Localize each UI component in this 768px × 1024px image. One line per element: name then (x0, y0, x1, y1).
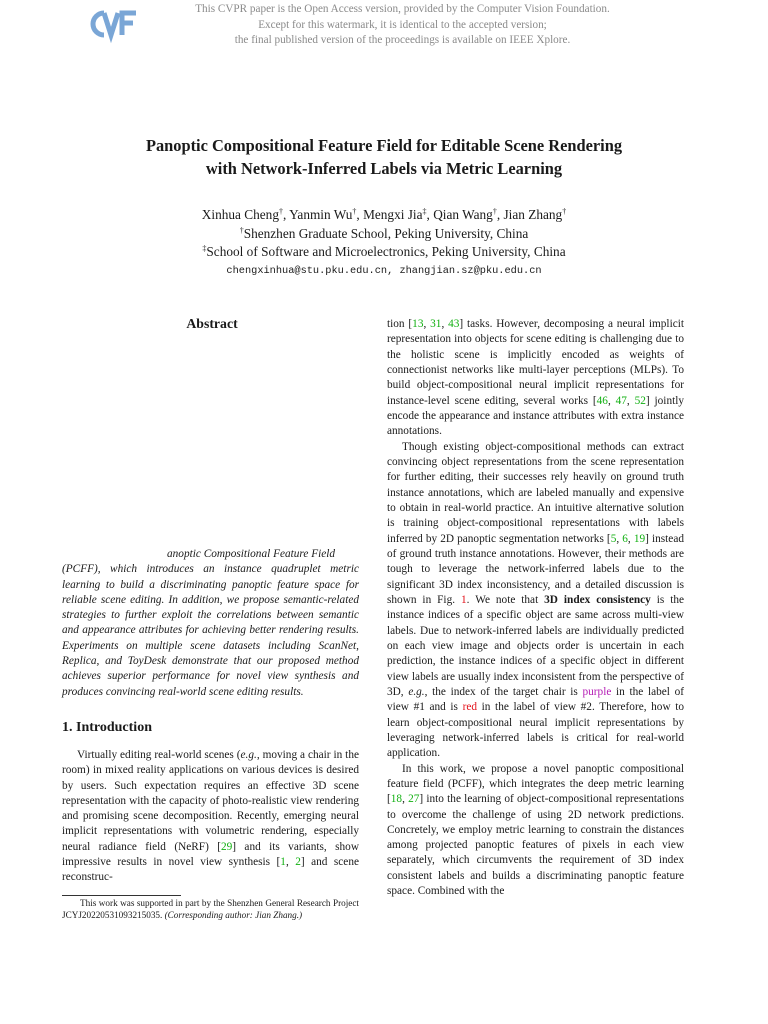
affiliation-1: †Shenzhen Graduate School, Peking University, China (239, 225, 529, 241)
abstract-lead: anoptic Compositional Feature Field (167, 548, 336, 560)
citation-link[interactable]: 2 (295, 856, 301, 869)
citation-link[interactable]: 5 (610, 532, 617, 545)
figure-link[interactable]: 1 (460, 593, 467, 606)
citation-link[interactable]: 47 (615, 394, 627, 407)
title-line: with Network-Inferred Labels via Metric Learning (205, 159, 563, 178)
author-emails[interactable]: chengxinhua@stu.pku.edu.cn, zhangjian.sz@pku.edu.cn (226, 264, 542, 277)
citation-link[interactable]: 13 (412, 318, 424, 330)
author-name: Yanmin Wu (289, 207, 353, 222)
citation-link[interactable]: 29 (220, 840, 233, 853)
author-name: Jian Zhang (503, 207, 563, 222)
cvf-logo-icon (80, 4, 140, 44)
citation-link[interactable]: 31 (430, 318, 442, 330)
footnote: This work was supported in part by the Shenzhen General Research Project JCYJ20220531093215035. (Corresponding author: Jian Zhang.) (62, 898, 359, 920)
paragraph: tion [13, 31, 43] tasks. However, decomposing a neural implicit representation into objects for scene editing is challenging due to the holistic scene is implicitly encoded as weights of connectionist networks like multi-layer perceptions (MLPs). To build object-compositional neural implicit representations for instance-level scene editing, several works [46, 47, 52] jointly encode the appearance and instance attributes with extra instance annotations. (387, 318, 685, 438)
author-name: Xinhua Cheng (201, 207, 279, 222)
citation-link[interactable]: 27 (408, 793, 420, 806)
citation-link[interactable]: 43 (448, 318, 460, 330)
banner-line: Except for this watermark, it is identical to the accepted version; (258, 18, 547, 31)
cvpr-watermark-banner (130, 2, 675, 49)
right-column-text (387, 317, 684, 899)
title-line: Panoptic Compositional Feature Field for Editable Scene Rendering (145, 136, 623, 155)
banner-line: This CVPR paper is the Open Access version, provided by the Computer Vision Foundation. (195, 3, 610, 15)
citation-link[interactable]: 52 (634, 394, 646, 407)
intro-left-column (62, 748, 359, 886)
citation-link[interactable]: 19 (633, 532, 646, 545)
paragraph: Though existing object-compositional methods can extract convincing object representations from the scene representation for further editing, their successes rely heavily on ground truth instance annotations, which are labeled manually and expensive to obtain in real-world practice. An intuitive alternative solution is training object-compositional representations with labels inferred by 2D panoptic segmentation networks [5, 6, 19] instead of ground truth instance annotations. However, their methods are tough to leverage the network-inferred labels due to the significant 3D index inconsistency, and a detailed discussion is shown in Fig. 1. We note that 3D index consistency is the instance indices of a specific object are same across multi-view labels. Due to network-inferred labels are individually predicted on each view image and objects order is uncertain in each prediction, the instance indices of a specific object in different view labels are usually index inconsistent from the perspective of 3D, e.g., the index of the target chair is purple in the label of view #1 and is red in the label of view #2. Therefore, how to learn object-compositional neural implicit representations by leveraging network-inferred labels is critical for real-world application. (387, 440, 685, 760)
abstract-text (62, 547, 359, 700)
paper-title (60, 134, 708, 180)
footnote-rule (62, 895, 181, 896)
banner-line: the final published version of the proceedings is available on IEEE Xplore. (234, 34, 571, 46)
citation-link[interactable]: 1 (280, 856, 286, 869)
colored-word-red: red (462, 701, 478, 714)
citation-link[interactable]: 6 (622, 532, 628, 545)
citation-link[interactable]: 18 (390, 793, 403, 806)
paragraph: In this work, we propose a novel panoptic compositional feature field (PCFF), which integrates the deep metric learning [18, 27] into the learning of object-compositional representations to overcome the challenge of using 2D network predictions. Concretely, we employ metric learning to constrain the distances among projected panoptic features of pixels in each view separately, which circumvents the requirement of 3D index consistent labels and builds a discriminating panoptic feature space. Combined with the (387, 762, 684, 898)
citation-link[interactable]: 46 (596, 394, 608, 407)
abstract-body: (PCFF), which introduces an instance quadruplet metric learning to build a discriminating panoptic feature space for reliable scene editing. In addition, we propose semantic-related strategies to further exploit the correlations between semantic and appearance attributes for achieving better rendering results. Experiments on multiple scene datasets including ScanNet, Replica, and ToyDesk demonstrate that our proposed method achieves superior performance for novel view synthesis and produces convincing real-world scene editing results. (62, 563, 359, 698)
author-list: Xinhua Cheng†, Yanmin Wu†, Mengxi Jia‡, Qian Wang†, Jian Zhang† (201, 207, 567, 222)
author-name: Mengxi Jia (363, 207, 423, 222)
author-name: Qian Wang (433, 207, 493, 222)
colored-word-purple: purple (582, 685, 612, 698)
affiliation-2: ‡School of Software and Microelectronics, Peking University, China (202, 244, 566, 259)
paragraph: Virtually editing real-world scenes (e.g., moving a chair in the room) in mixed reality applications on various devices is desired by users. Such expectation requires an effective 3D scene representation with the capacity of photo-realistic view rendering and promising scene decomposition. Recently, emerging neural implicit representations with volumetric rendering, especially neural radiance field (NeRF) [29] and its variants, show impressive results in novel view synthesis [1, 2] and scene reconstruc- (62, 749, 359, 884)
author-block (60, 206, 708, 280)
section-heading-introduction: 1. Introduction (62, 720, 152, 735)
abstract-heading: Abstract (186, 316, 238, 331)
